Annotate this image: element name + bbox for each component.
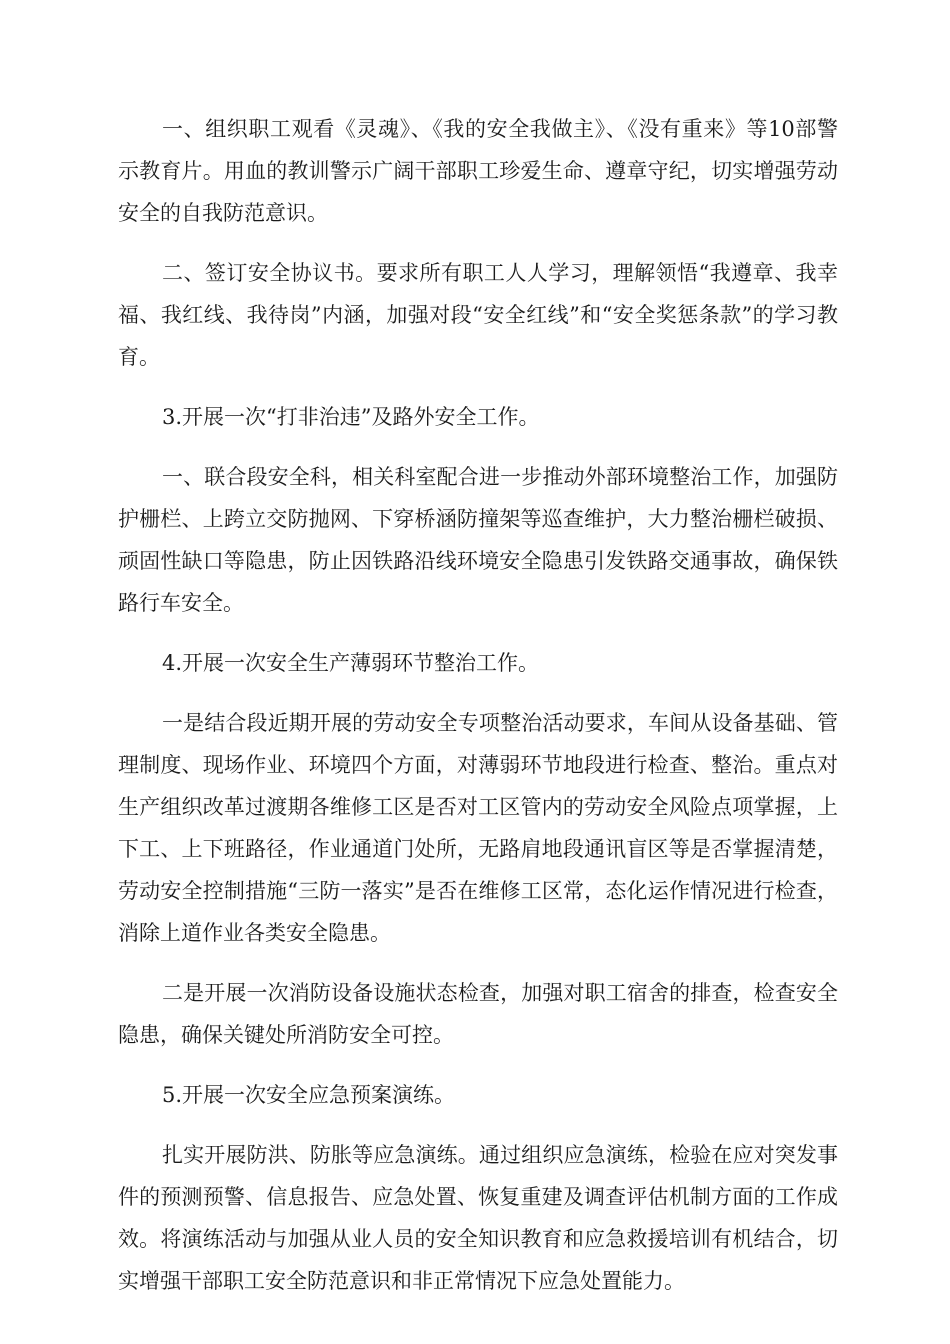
document-body [118, 108, 838, 1320]
heading-weak-links: 4.开展一次安全生产薄弱环节整治工作。 [162, 651, 540, 675]
heading-illegal-operations: 3.开展一次“打非治违”及路外安全工作。 [162, 405, 540, 429]
paragraph-fire-inspection: 二是开展一次消防设备设施状态检查，加强对职工宿舍的排查，检查安全隐患，确保关键处所消防安全可控。 [118, 981, 838, 1047]
paragraph-external-environment: 一、联合段安全科，相关科室配合进一步推动外部环境整治工作，加强防护栅栏、上跨立交防抛网、下穿桥涵防撞架等巡查维护，大力整治栅栏破损、顽固性缺口等隐患，防止因铁路沿线环境安全隐患引发铁路交通事故，确保铁路行车安全。 [118, 465, 838, 615]
paragraph-emergency-drill: 扎实开展防洪、防胀等应急演练。通过组织应急演练，检验在应对突发事件的预测预警、信息报告、应急处置、恢复重建及调查评估机制方面的工作成效。将演练活动与加强从业人员的安全知识教育和应急救援培训有机结合，切实增强干部职工安全防范意识和非正常情况下应急处置能力。 [118, 1143, 838, 1293]
paragraph-labor-safety-rectification: 一是结合段近期开展的劳动安全专项整治活动要求，车间从设备基础、管理制度、现场作业、环境四个方面，对薄弱环节地段进行检查、整治。重点对生产组织改革过渡期各维修工区是否对工区管内的劳动安全风险点项掌握，上下工、上下班路径，作业通道门处所，无路肩地段通讯盲区等是否掌握清楚，劳动安全控制措施“三防一落实”是否在维修工区常，态化运作情况进行检查，消除上道作业各类安全隐患。 [118, 711, 838, 945]
paragraph-video-education: 一、组织职工观看《灵魂》、《我的安全我做主》、《没有重来》等10部警示教育片。用血的教训警示广阔干部职工珍爱生命、遵章守纪，切实增强劳动安全的自我防范意识。 [118, 117, 838, 225]
heading-emergency-drill: 5.开展一次安全应急预案演练。 [162, 1083, 456, 1107]
paragraph-safety-agreement: 二、签订安全协议书。要求所有职工人人学习，理解领悟“我遵章、我幸福、我红线、我待岗”内涵，加强对段“安全红线”和“安全奖惩条款”的学习教育。 [118, 261, 838, 369]
